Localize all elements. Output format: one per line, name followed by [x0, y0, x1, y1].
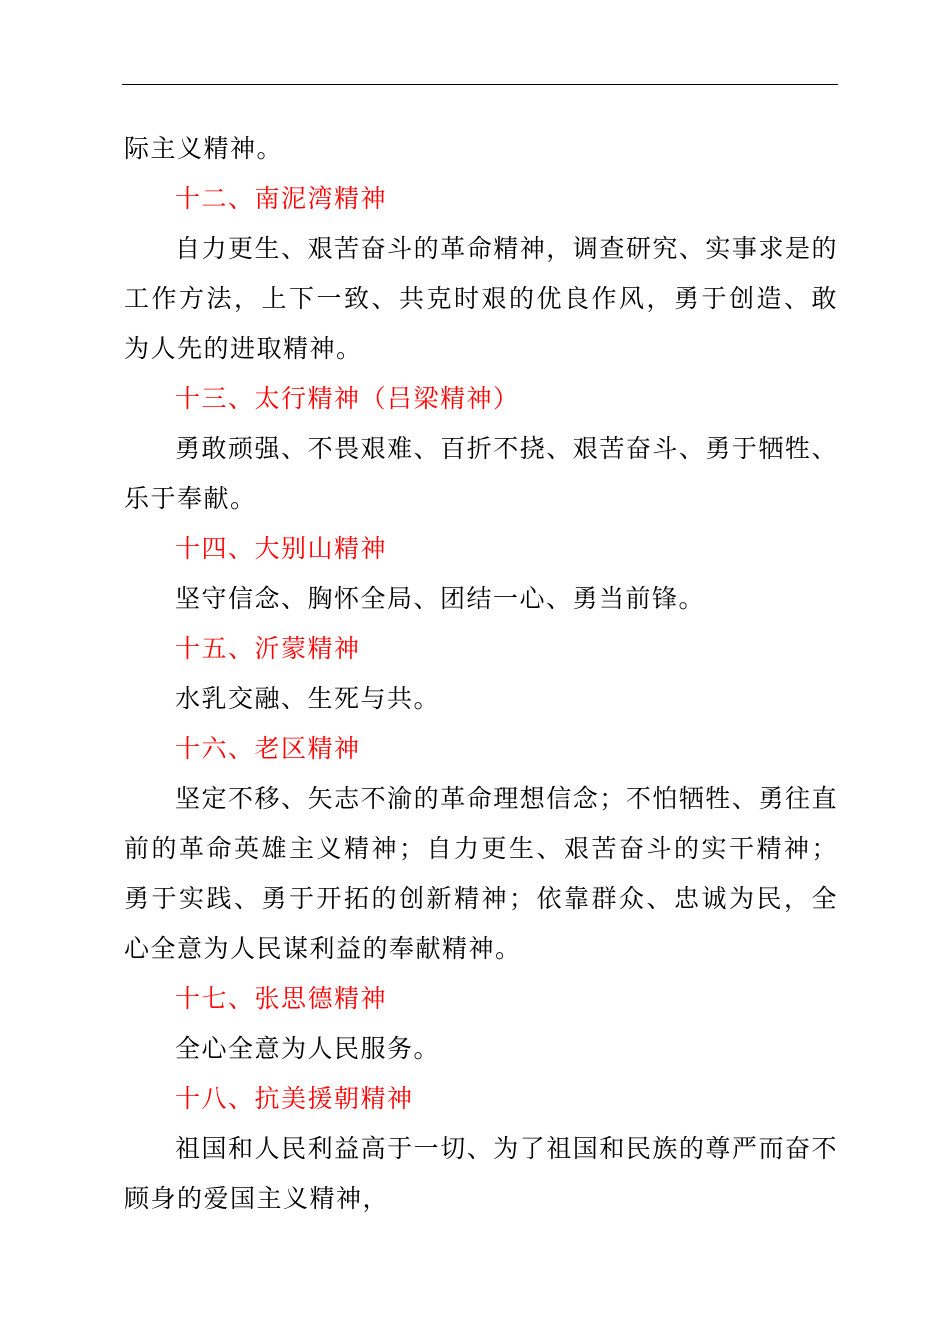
- paragraph-continuation: 际主义精神。: [124, 134, 284, 163]
- section-body-dabieshan: 坚守信念、胸怀全局、团结一心、勇当前锋。: [175, 584, 706, 613]
- section-heading-taihang: 十三、太行精神（吕梁精神）: [175, 384, 520, 413]
- section-heading-dabieshan: 十四、大别山精神: [175, 534, 388, 563]
- section-body-kangmeiyuanchao: 祖国和人民利益高于一切、为了祖国和民族的尊严而奋不顾身的爱国主义精神，: [124, 1134, 838, 1213]
- document-body: [124, 124, 838, 1224]
- section-heading-yimeng: 十五、沂蒙精神: [175, 634, 361, 663]
- section-body-zhangside: 全心全意为人民服务。: [175, 1034, 441, 1063]
- header-rule: [122, 84, 838, 85]
- section-body-taihang: 勇敢顽强、不畏艰难、百折不挠、艰苦奋斗、勇于牺牲、乐于奉献。: [124, 434, 838, 513]
- section-heading-nanniwan: 十二、南泥湾精神: [175, 184, 388, 213]
- section-body-nanniwan: 自力更生、艰苦奋斗的革命精神，调查研究、实事求是的工作方法，上下一致、共克时艰的优良作风，勇于创造、敢为人先的进取精神。: [124, 234, 838, 363]
- section-heading-zhangside: 十七、张思德精神: [175, 984, 388, 1013]
- section-heading-laoqu: 十六、老区精神: [175, 734, 361, 763]
- section-body-laoqu: 坚定不移、矢志不渝的革命理想信念；不怕牺牲、勇往直前的革命英雄主义精神；自力更生、艰苦奋斗的实干精神；勇于实践、勇于开拓的创新精神；依靠群众、忠诚为民，全心全意为人民谋利益的奉献精神。: [124, 784, 838, 963]
- section-heading-kangmeiyuanchao: 十八、抗美援朝精神: [175, 1084, 414, 1113]
- section-body-yimeng: 水乳交融、生死与共。: [175, 684, 441, 713]
